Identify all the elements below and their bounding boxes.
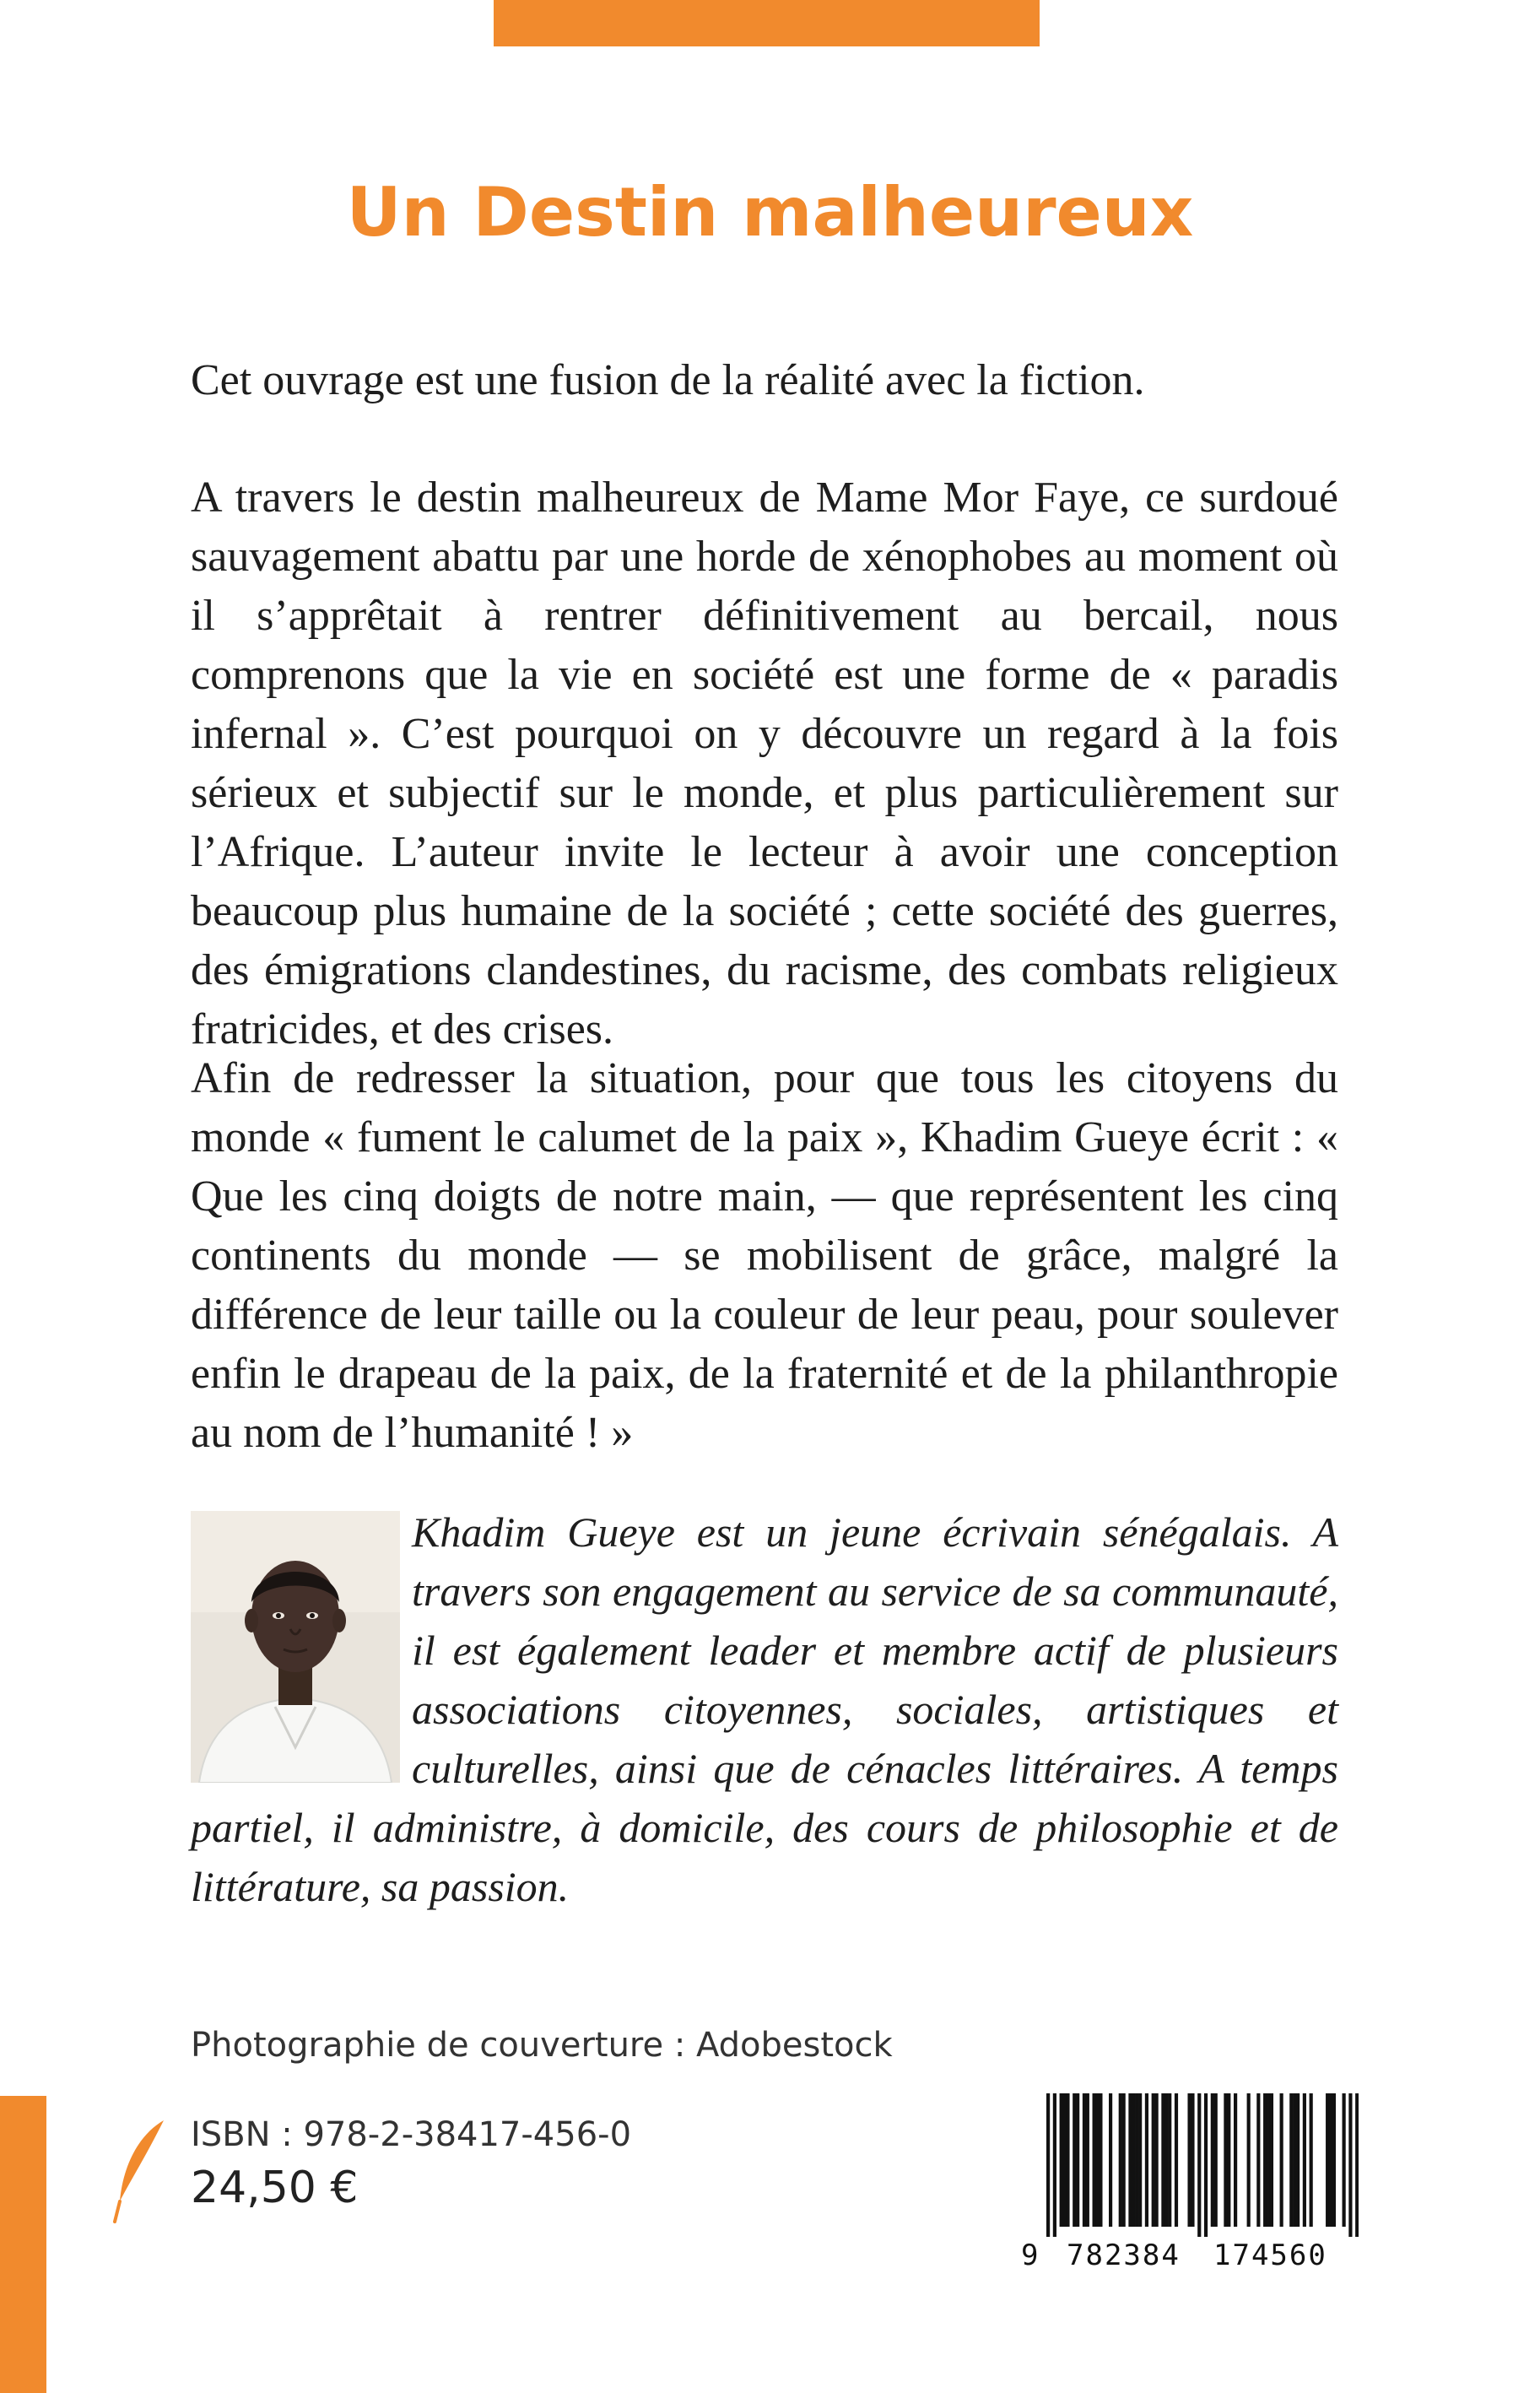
isbn-number: ISBN : 978-2-38417-456-0 [191,2115,632,2154]
barcode-group-1: 782384 [1067,2239,1181,2272]
barcode-bar [1293,2093,1296,2227]
barcode-bar [1175,2093,1178,2227]
barcode [1011,2085,1372,2287]
summary-paragraph-2: A travers le destin malheureux de Mame Mor Faye, ce surdoué sauvagement abattu par une horde de xénophobes au moment où il s’apprêtait à rentrer définitivement au bercail, nous comprenons que la vie en société est une forme de « paradis infernal ». C’est pourquoi on y découvre un regard à la fois sérieux et subjectif sur le monde, et plus particulièrement sur l’Afrique. L’auteur invite le lecteur à avoir une conception beaucoup plus humaine de la société ; cette société des guerres, des émigrations clandestines, du racisme, des combats religieux fratricides, et des crises. [191,474,1338,1053]
barcode-bar [1280,2093,1283,2227]
barcode-bar [1109,2093,1112,2227]
book-title: Un Destin malheureux [346,173,1194,252]
barcode-bar [1155,2093,1159,2227]
barcode-bar [1164,2093,1168,2227]
barcode-bar [1122,2093,1126,2227]
barcode-bar [1099,2093,1102,2227]
barcode-bar [1046,2093,1050,2237]
barcode-bar [1053,2093,1056,2237]
barcode-group-2: 174560 [1213,2239,1327,2272]
author-bio [191,1502,1338,1916]
left-accent-bar [0,2096,46,2393]
barcode-lead-digit: 9 [1021,2239,1039,2272]
barcode-bar [1066,2093,1069,2227]
barcode-bar [1086,2093,1089,2227]
barcode-bar [1296,2093,1300,2227]
barcode-bar [1247,2093,1251,2227]
barcode-bar [1355,2093,1359,2237]
barcode-bar [1060,2093,1063,2227]
author-bio-text: Khadim Gueye est un jeune écrivain sénégalais. A travers son engagement au service de sa communauté, il est également leader et membre actif de plusieurs associations citoyennes, sociales, artistiques et culturelles, ainsi que de cénacles littéraires. A temps partiel, il administre, à domicile, des cours de philosophie et de littérature, sa passion. [191,1508,1338,1910]
summary-paragraph-3: Afin de redresser la situation, pour que tous les citoyens du monde « fument le calumet de la paix », Khadim Gueye écrit : « Que les cinq doigts de notre main, — que représentent les cinq continents du monde — se mobilisent de grâce, malgré la différence de leur taille ou la couleur de leur peau, pour soulever enfin le drapeau de la paix, de la fraternité et de la philanthropie au nom de l’humanité ! » [191,1054,1338,1457]
barcode-bar [1062,2093,1066,2227]
barcode-bar [1132,2093,1135,2227]
feather-icon [108,2117,167,2227]
barcode-bar [1138,2093,1142,2227]
barcode-bar [1073,2093,1076,2227]
barcode-bar [1227,2093,1230,2227]
barcode-bar [1310,2093,1313,2227]
barcode-bar [1343,2093,1346,2227]
barcode-bar [1348,2093,1352,2237]
barcode-bar [1234,2093,1237,2227]
barcode-bar [1187,2093,1191,2227]
photo-credit: Photographie de couverture : Adobestock [191,2026,893,2065]
barcode-bar [1135,2093,1138,2227]
barcode-bar [1093,2093,1096,2227]
barcode-bar [1256,2093,1260,2227]
barcode-bar [1267,2093,1270,2227]
barcode-bar [1197,2093,1201,2237]
barcode-bar [1095,2093,1099,2227]
barcode-bar [1204,2093,1208,2237]
barcode-bar [1303,2093,1306,2227]
barcode-bar [1214,2093,1218,2227]
barcode-digits [1011,2239,1372,2277]
barcode-bar [1326,2093,1329,2227]
barcode-bar [1191,2093,1194,2227]
barcode-bar [1128,2093,1132,2227]
barcode-bar [1161,2093,1164,2227]
barcode-bar [1332,2093,1336,2227]
barcode-bar [1329,2093,1332,2227]
barcode-bar [1145,2093,1148,2227]
barcode-bar [1152,2093,1155,2227]
price: 24,50 € [191,2163,359,2213]
barcode-bar [1168,2093,1171,2227]
barcode-bar [1263,2093,1267,2227]
barcode-bar [1289,2093,1293,2227]
barcode-bar [1211,2093,1214,2227]
barcode-bar [1270,2093,1273,2227]
barcode-bars [1046,2093,1359,2237]
barcode-bar [1224,2093,1227,2227]
barcode-bar [1083,2093,1086,2227]
top-accent-bar [494,0,1040,46]
barcode-bar [1119,2093,1122,2227]
barcode-bar [1076,2093,1079,2227]
summary-paragraph-1: Cet ouvrage est une fusion de la réalité avec la fiction. [191,356,1145,404]
